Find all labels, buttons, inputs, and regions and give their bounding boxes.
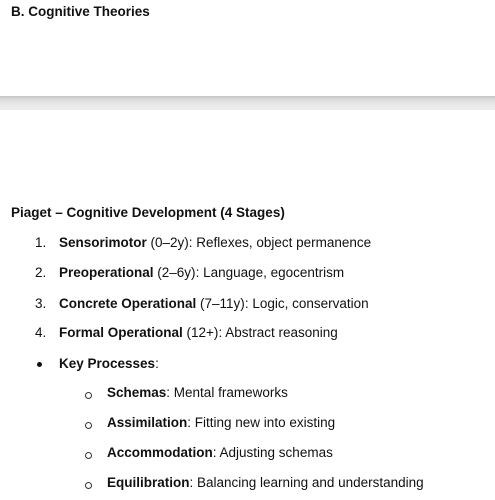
list-number: 2.: [35, 265, 47, 280]
section-heading: B. Cognitive Theories: [11, 4, 150, 19]
stage-range: (2–6y): [153, 265, 196, 280]
stage-description: : Reflexes, object permanence: [188, 235, 372, 250]
process-text: [107, 474, 424, 492]
process-description: : Fitting new into existing: [187, 415, 336, 430]
sub-list-item-assimilation: [0, 414, 495, 432]
process-description: : Balancing learning and understanding: [189, 475, 424, 490]
list-number: 3.: [35, 296, 47, 311]
key-processes-label: Key Processes: [59, 356, 156, 371]
process-text: [107, 384, 288, 402]
stage-name: Preoperational: [59, 265, 154, 280]
stage-description: : Logic, conservation: [244, 296, 369, 311]
hollow-circle-bullet-icon: [85, 482, 92, 489]
stage-text: [59, 324, 338, 342]
page-upper: [0, 0, 495, 96]
stage-name: Sensorimotor: [59, 235, 147, 250]
stage-text: [59, 264, 344, 282]
stage-description: : Abstract reasoning: [218, 325, 338, 340]
process-name: Accommodation: [107, 445, 213, 460]
sub-list-item-accommodation: [0, 444, 495, 462]
list-item-stage-4: [0, 324, 495, 342]
piaget-heading: Piaget – Cognitive Development (4 Stages): [11, 205, 285, 220]
list-number: 4.: [35, 325, 47, 340]
process-text: [107, 414, 335, 432]
stage-text: [59, 234, 371, 252]
list-item-stage-1: [0, 234, 495, 252]
key-processes-text: [59, 355, 159, 373]
stage-name: Concrete Operational: [59, 296, 197, 311]
key-processes-suffix: :: [155, 356, 159, 371]
sub-list-item-equilibration: [0, 474, 495, 492]
bullet-icon: [37, 362, 42, 367]
list-number: 1.: [35, 235, 47, 250]
sub-list-item-schemas: [0, 384, 495, 402]
list-item-stage-3: [0, 295, 495, 313]
hollow-circle-bullet-icon: [85, 452, 92, 459]
hollow-circle-bullet-icon: [85, 422, 92, 429]
process-name: Equilibration: [107, 475, 190, 490]
process-description: : Adjusting schemas: [212, 445, 333, 460]
stage-text: [59, 295, 369, 313]
list-item-key-processes: [0, 355, 495, 373]
page-break: [0, 96, 495, 110]
stage-name: Formal Operational: [59, 325, 183, 340]
process-description: : Mental frameworks: [166, 385, 288, 400]
stage-range: (0–2y): [146, 235, 189, 250]
stage-description: : Language, egocentrism: [195, 265, 345, 280]
hollow-circle-bullet-icon: [85, 392, 92, 399]
list-item-stage-2: [0, 264, 495, 282]
process-text: [107, 444, 333, 462]
process-name: Schemas: [107, 385, 167, 400]
stage-range: (12+): [182, 325, 219, 340]
process-name: Assimilation: [107, 415, 188, 430]
stage-range: (7–11y): [196, 296, 245, 311]
